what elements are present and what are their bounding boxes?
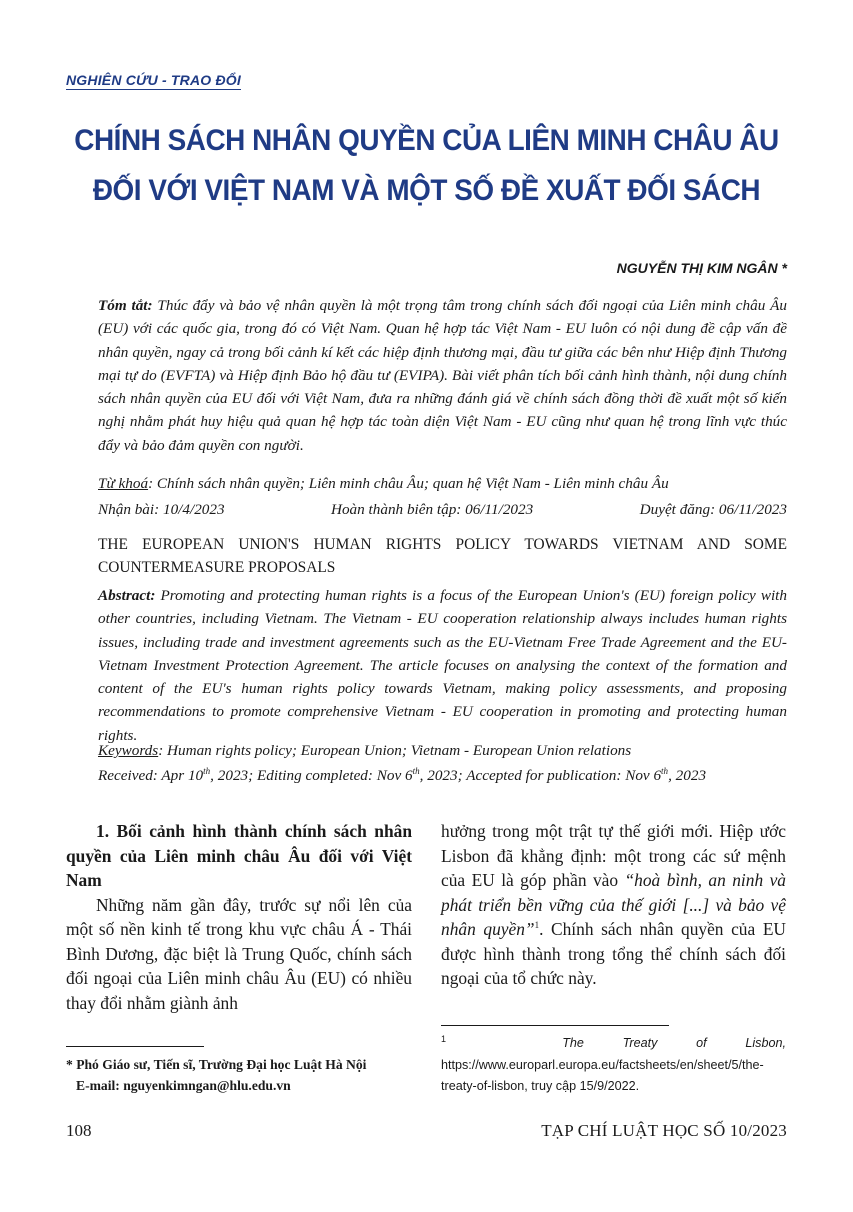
keywords-en-label: Keywords (98, 742, 159, 759)
footnote-1-num: 1 (441, 1033, 447, 1044)
keywords-en-text: : Human rights policy; European Union; Vietnam - European Union relations (158, 742, 632, 759)
body-paragraph-2-start: hưởng trong một trật tự thế giới mới. Hiệp ước Lisbon đã khẳng định: một trong các sứ mệnh của EU là góp phần vào (441, 821, 786, 890)
footnote-divider-right (441, 1025, 669, 1026)
editing-sup: th (412, 765, 420, 776)
author-footnote (66, 1054, 412, 1096)
date-received-vi: Nhận bài: 10/4/2023 (98, 501, 225, 518)
footnote-ref-1[interactable]: 1 (534, 920, 540, 931)
title-line-1: CHÍNH SÁCH NHÂN QUYỀN CỦA LIÊN MINH CHÂU ÂU (74, 124, 779, 157)
date-accepted-vi: Duyệt đăng: 06/11/2023 (639, 501, 787, 518)
keywords-vi-text: : Chính sách nhân quyền; Liên minh châu Âu; quan hệ Việt Nam - Liên minh châu Âu (148, 475, 669, 492)
accepted-sup: th (661, 765, 669, 776)
received-sup: th (203, 765, 211, 776)
abstract-en-text: Promoting and protecting human rights is a focus of the European Union's (EU) foreign policy with other countries, including Vietnam. The Vietnam - EU cooperation relationship always includes human rights issues, including trade and investment agreements such as the EU-Vietnam Free Trade Agreement and the EU-Vietnam Investment Protection Agreement. The article focuses on analysing the context of the formation and content of the EU's human rights policy towards Vietnam, making policy assessments, and proposing recommendations to promote comprehensive Vietnam - EU cooperation in promoting and protecting human rights. (98, 587, 787, 744)
accepted-en: , 2023; Accepted for publication: Nov 6 (419, 767, 662, 784)
author-email[interactable]: E-mail: nguyenkimngan@hlu.edu.vn (76, 1078, 291, 1093)
body-paragraph-1: Những năm gần đây, trước sự nổi lên của một số nền kinh tế trong khu vực châu Á - Thái Bình Dương, đặc biệt là Trung Quốc, chính sách đối ngoại của Liên minh châu Âu (EU) có nhiều thay đổi nhằm giành ảnh (66, 894, 412, 1013)
footnote-1-title: The Treaty of Lisbon, (562, 1036, 786, 1050)
keywords-en (98, 742, 631, 760)
footnote-1-text[interactable]: https://www.europarl.europa.eu/factsheets/en/sheet/5/the-treaty-of-lisbon, truy cập 15/9/2022. (441, 1057, 764, 1093)
abstract-vi (98, 294, 787, 457)
title-line-2: ĐỐI VỚI VIỆT NAM VÀ MỘT SỐ ĐỀ XUẤT ĐỐI SÁCH (92, 174, 761, 207)
body-column-left (66, 819, 412, 1015)
received-en: Received: Apr 10 (98, 767, 204, 784)
english-title: THE EUROPEAN UNION'S HUMAN RIGHTS POLICY TOWARDS VIETNAM AND SOME COUNTERMEASURE PROPOSALS (98, 536, 787, 576)
journal-name: TẠP CHÍ LUẬT HỌC SỐ 10/2023 (541, 1121, 787, 1140)
abstract-vi-text: Thúc đẩy và bảo vệ nhân quyền là một trọng tâm trong chính sách đối ngoại của Liên minh châu Âu (EU) với các quốc gia, trong đó có Việt Nam. Quan hệ hợp tác Việt Nam - EU luôn có nội dung đề cập vấn đề nhân quyền, ngay cả trong bối cảnh kí kết các hiệp định thương mại, đầu tư giữa các bên như Hiệp định Thương mại tự do (EVFTA) và Hiệp định Bảo hộ đầu tư (EVIPA). Bài viết phân tích bối cảnh hình thành, nội dung chính sách nhân quyền của EU đối với Việt Nam, đưa ra những đánh giá về chính sách đồng thời đề xuất một số kiến nghị nhằm phát huy hiệu quả quan hệ hợp tác toàn diện Việt Nam - EU cũng như quan hệ trong lĩnh vực thúc đẩy và bảo đảm quyền con người. (98, 297, 788, 454)
keywords-vi (98, 475, 669, 493)
author-affiliation: * Phó Giáo sư, Tiến sĩ, Trường Đại học Luật Hà Nội (66, 1057, 367, 1072)
abstract-vi-label: Tóm tắt: (98, 297, 153, 314)
lisbon-quote: “hoà bình, an ninh và phát triển bền vững của thế giới [...] và bảo vệ nhân quyền” (441, 870, 786, 939)
section-tag: NGHIÊN CỨU - TRAO ĐỔI (66, 72, 241, 88)
keywords-vi-label: Từ khoá (98, 475, 149, 492)
footnote-1 (441, 1033, 786, 1098)
dates-en-suffix: , 2023 (668, 767, 707, 784)
abstract-en (98, 584, 787, 747)
date-edited-vi: Hoàn thành biên tập: 06/11/2023 (331, 501, 534, 518)
author-name: NGUYỄN THỊ KIM NGÂN * (616, 260, 787, 276)
article-title (67, 116, 786, 216)
editing-en: , 2023; Editing completed: Nov 6 (210, 767, 413, 784)
footnote-divider-left (66, 1046, 204, 1047)
section-heading: 1. Bối cảnh hình thành chính sách nhân quyền của Liên minh châu Âu đối với Việt Nam (66, 821, 412, 890)
dates-en (98, 767, 706, 785)
body-column-right (441, 819, 786, 991)
dates-vi (98, 501, 787, 519)
abstract-en-label: Abstract: (98, 587, 156, 604)
body-paragraph-2-end: . Chính sách nhân quyền của EU được hình thành trong tổng thể chính sách đối ngoại của tổ chức này. (441, 919, 786, 988)
page-number: 108 (66, 1121, 92, 1140)
